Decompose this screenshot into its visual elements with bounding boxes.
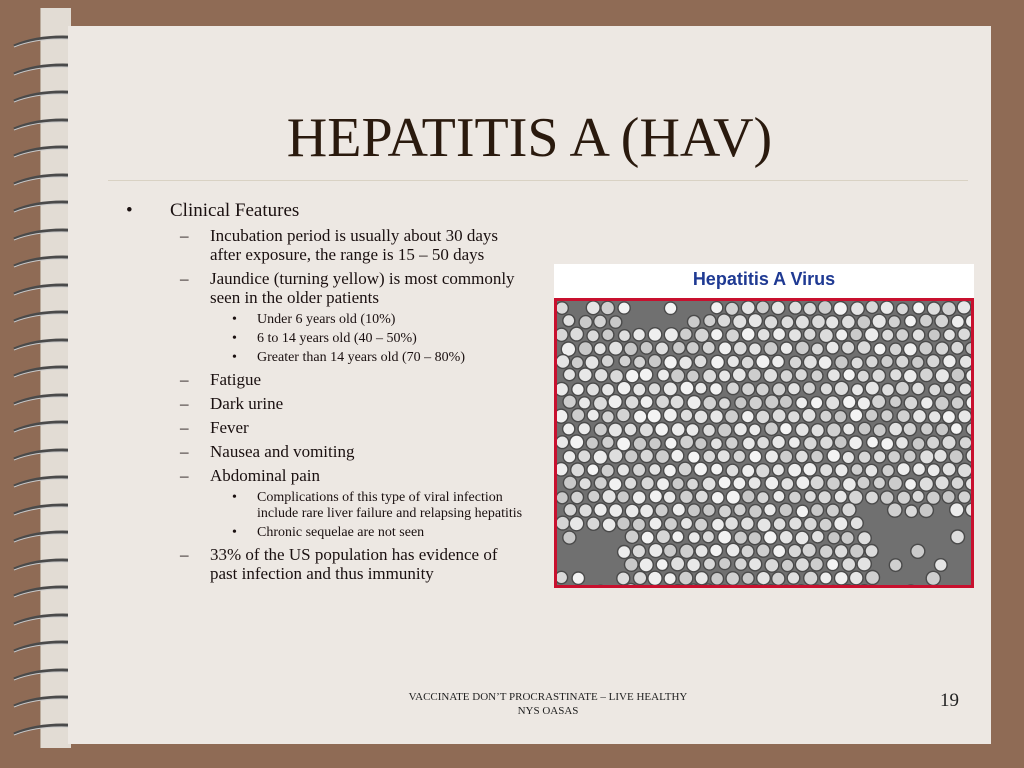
- bullet-marker: •: [232, 312, 237, 327]
- sub-bullet-text: Jaundice (turning yellow) is most commonly seen in the older patients: [210, 269, 515, 307]
- dash-marker: –: [180, 466, 189, 485]
- bullet-list: [126, 226, 526, 583]
- footer-line-1: VACCINATE DON’T PROCRASTINATE – LIVE HEALTHY: [408, 691, 688, 703]
- virus-figure: [554, 264, 974, 588]
- bullet-marker: •: [232, 525, 237, 540]
- nested-bullet-item: [232, 350, 526, 366]
- sub-bullet-item: [180, 269, 526, 307]
- slide-title: HEPATITIS A (HAV): [286, 107, 773, 169]
- title-divider: [108, 180, 968, 181]
- dash-marker: –: [180, 226, 189, 245]
- footer-line-2: NYS OASAS: [517, 705, 579, 717]
- sub-bullet-text: 33% of the US population has evidence of past infection and thus immunity: [210, 545, 498, 583]
- dash-marker: –: [180, 394, 189, 413]
- sub-bullet-text: Abdominal pain: [210, 466, 321, 485]
- bullet-heading: [126, 200, 526, 222]
- sub-bullet-item: [180, 226, 526, 264]
- nested-bullet-text: 6 to 14 years old (40 – 50%): [257, 331, 417, 346]
- bullet-marker: •: [232, 331, 237, 346]
- slide: [68, 26, 991, 744]
- nested-bullet-item: [232, 312, 526, 328]
- nested-bullet-item: [232, 490, 526, 522]
- sub-bullet-item: [180, 466, 526, 485]
- sub-bullet-item: [180, 418, 526, 437]
- sub-bullet-item: [180, 442, 526, 461]
- dash-marker: –: [180, 442, 189, 461]
- sub-bullet-item: [180, 394, 526, 413]
- bullet-marker: •: [126, 200, 133, 221]
- nested-bullet-text: Chronic sequelae are not seen: [257, 525, 425, 540]
- nested-bullet-item: [232, 331, 526, 347]
- sub-bullet-item: [180, 545, 526, 583]
- dash-marker: –: [180, 545, 189, 564]
- sub-bullet-text: Incubation period is usually about 30 days after exposure, the range is 15 – 50 days: [210, 226, 499, 264]
- sub-bullet-text: Fever: [210, 418, 249, 437]
- nested-bullet-text: Greater than 14 years old (70 – 80%): [257, 350, 465, 365]
- bullet-heading-text: Clinical Features: [170, 200, 300, 221]
- slide-footer: [358, 690, 738, 718]
- nested-bullet-item: [232, 525, 526, 541]
- dash-marker: –: [180, 269, 189, 288]
- nested-bullet-text: Complications of this type of viral infection include rare liver failure and relapsing hepatitis: [257, 490, 523, 521]
- figure-caption: Hepatitis A Virus: [554, 264, 974, 298]
- sub-bullet-item: [180, 370, 526, 389]
- sub-bullet-text: Dark urine: [210, 394, 284, 413]
- virus-particles-illustration: [557, 301, 971, 585]
- page-number: 19: [940, 690, 959, 711]
- bullet-marker: •: [232, 490, 237, 505]
- slide-content: [126, 200, 526, 588]
- bullet-marker: •: [232, 350, 237, 365]
- sub-bullet-text: Fatigue: [210, 370, 261, 389]
- sub-bullet-text: Nausea and vomiting: [210, 442, 355, 461]
- virus-micrograph-image: [554, 298, 974, 588]
- nested-bullet-text: Under 6 years old (10%): [257, 312, 396, 327]
- dash-marker: –: [180, 370, 189, 389]
- dash-marker: –: [180, 418, 189, 437]
